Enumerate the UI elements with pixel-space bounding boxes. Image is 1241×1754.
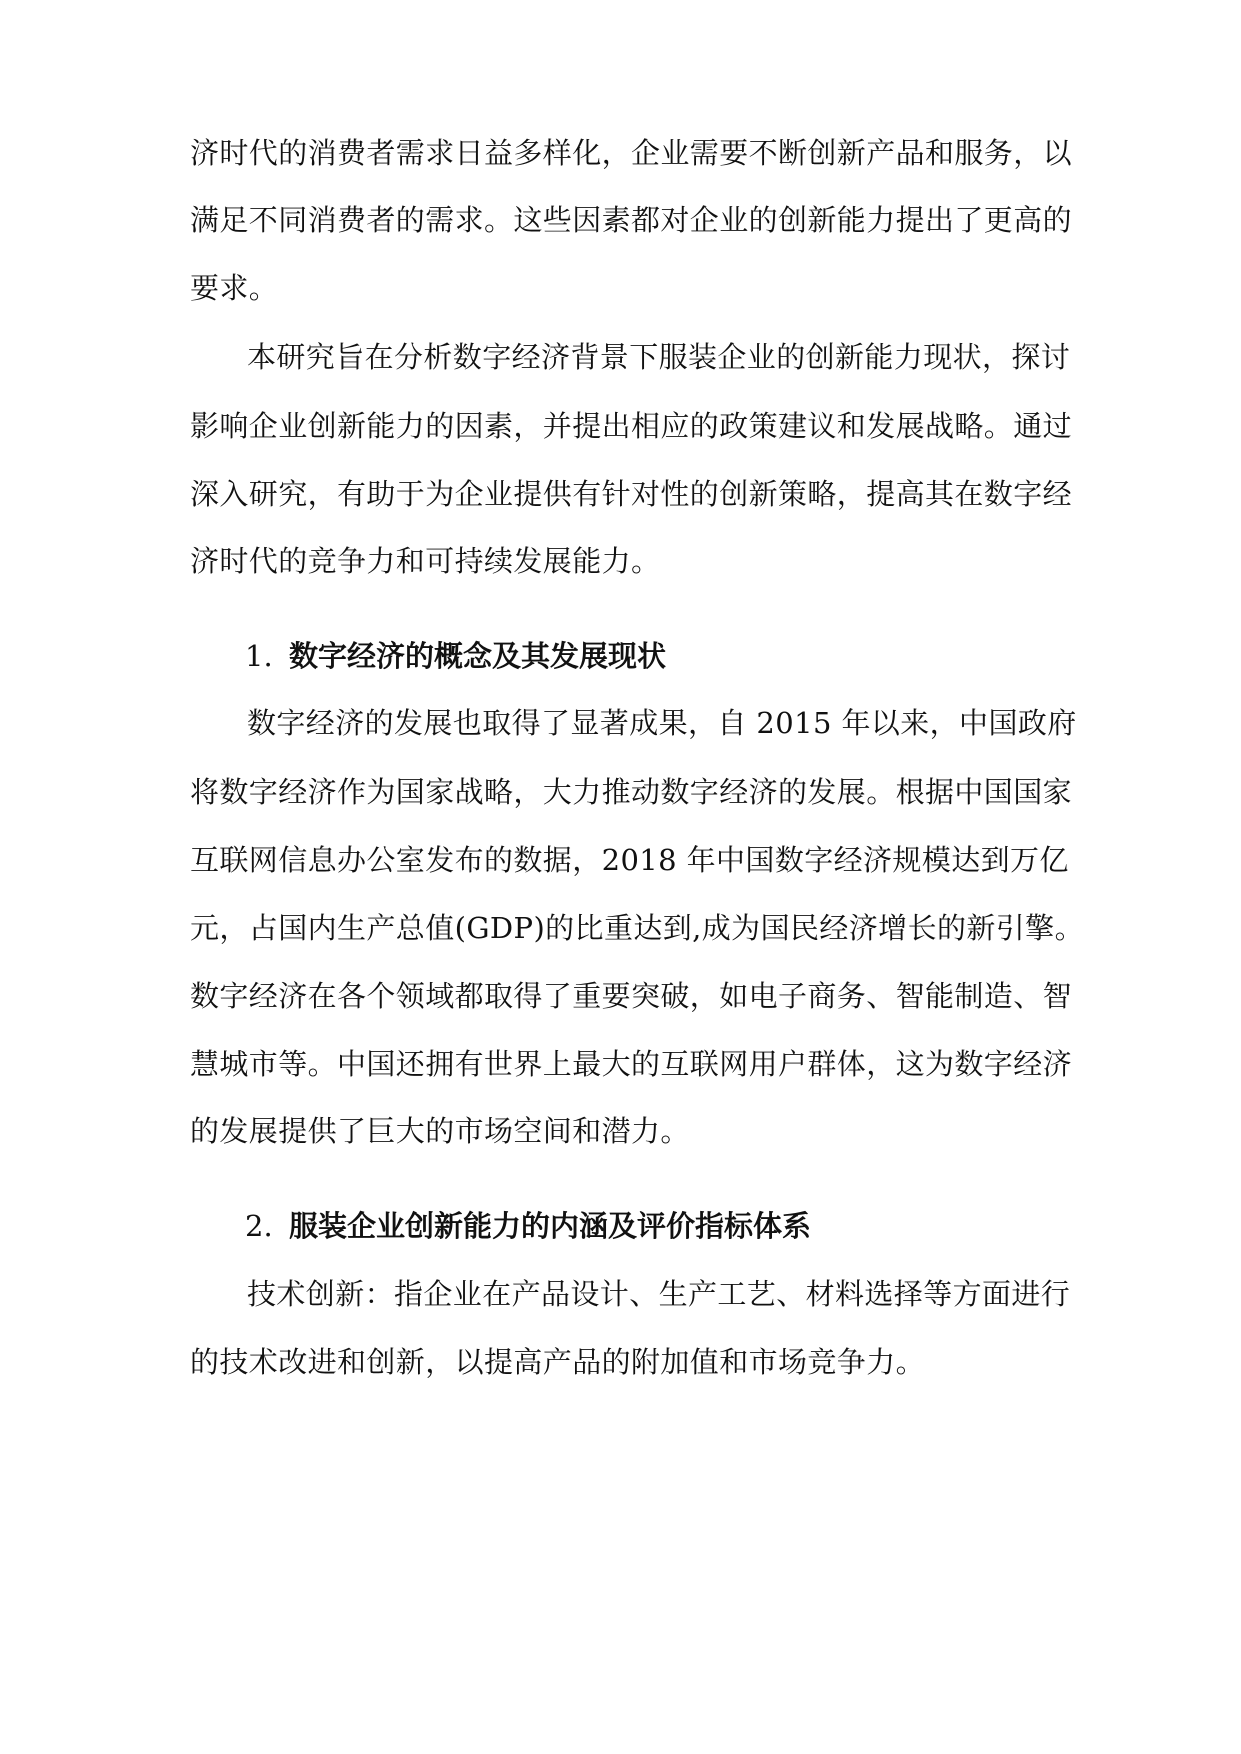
paragraph-line: 满足不同消费者的需求。这些因素都对企业的创新能力提出了更高的 — [190, 203, 1073, 237]
section-number: 1. — [245, 639, 273, 673]
paragraph-line: 数字经济在各个领域都取得了重要突破，如电子商务、智能制造、智 — [190, 979, 1073, 1013]
paragraph-line: 的技术改进和创新，以提高产品的附加值和市场竞争力。 — [190, 1345, 926, 1379]
paragraph-line: 济时代的竞争力和可持续发展能力。 — [190, 544, 661, 578]
paragraph-line: 影响企业创新能力的因素，并提出相应的政策建议和发展战略。通过 — [190, 409, 1073, 443]
paragraph-line: 互联网信息办公室发布的数据，2018 年中国数字经济规模达到万亿 — [190, 843, 1069, 877]
section-heading-2 — [245, 1196, 1070, 1256]
paragraph-line: 将数字经济作为国家战略，大力推动数字经济的发展。根据中国国家 — [190, 775, 1073, 809]
section-heading-1 — [245, 626, 1070, 686]
paragraph-line: 济时代的消费者需求日益多样化，企业需要不断创新产品和服务，以 — [190, 136, 1073, 170]
paragraph-line: 元，占国内生产总值(GDP)的比重达到,成为国民经济增长的新引擎。 — [190, 911, 1084, 945]
paragraph-line: 数字经济的发展也取得了显著成果，自 2015 年以来，中国政府 — [247, 706, 1077, 740]
paragraph-line: 的发展提供了巨大的市场空间和潜力。 — [190, 1114, 690, 1148]
paragraph-line: 技术创新：指企业在产品设计、生产工艺、材料选择等方面进行 — [247, 1277, 1071, 1311]
paragraph-line: 深入研究，有助于为企业提供有针对性的创新策略，提高其在数字经 — [190, 477, 1073, 511]
section-title: 数字经济的概念及其发展现状 — [289, 639, 667, 673]
paragraph-line: 慧城市等。中国还拥有世界上最大的互联网用户群体，这为数字经济 — [190, 1047, 1073, 1081]
paragraph-line: 本研究旨在分析数字经济背景下服装企业的创新能力现状，探讨 — [247, 340, 1071, 374]
section-number: 2. — [245, 1209, 273, 1243]
section-title: 服装企业创新能力的内涵及评价指标体系 — [289, 1209, 812, 1243]
paragraph-line: 要求。 — [190, 271, 279, 305]
